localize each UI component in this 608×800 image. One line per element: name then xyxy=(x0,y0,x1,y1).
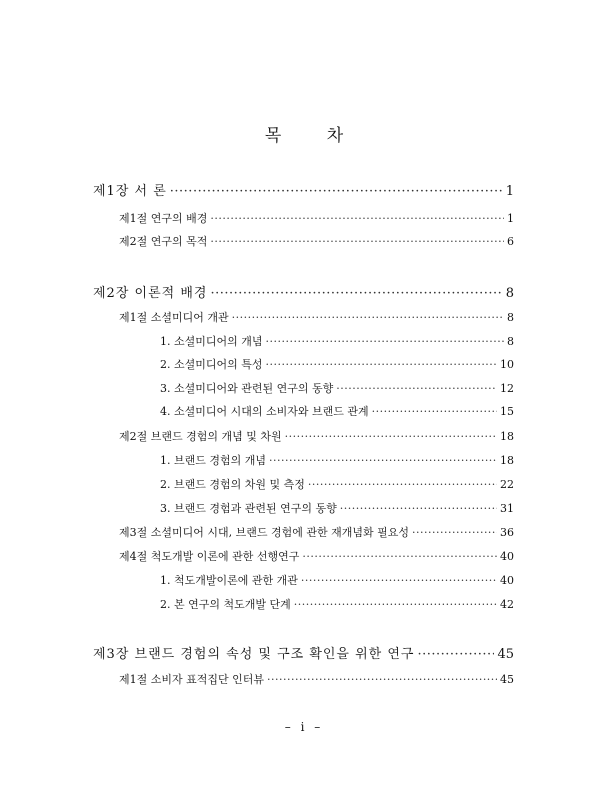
toc-section xyxy=(119,671,514,687)
toc-entry-page: 12 xyxy=(500,382,514,395)
toc-entry-page: 8 xyxy=(507,311,514,324)
toc-entry-label: 제2절 브랜드 경험의 개념 및 차원 xyxy=(119,430,282,443)
toc-chapter-2 xyxy=(93,282,514,301)
toc-subsection xyxy=(160,403,514,419)
toc-section xyxy=(119,548,514,564)
dot-leader xyxy=(412,526,497,539)
toc-subsection xyxy=(160,572,514,588)
dot-leader xyxy=(210,212,504,225)
toc-chapter-1 xyxy=(93,180,514,199)
dot-leader xyxy=(232,311,504,324)
toc-entry-label: 제3장 브랜드 경험의 속성 및 구조 확인을 위한 연구 xyxy=(93,647,415,662)
toc-subsection xyxy=(160,596,514,612)
toc-entry-label: 1. 브랜드 경험의 개념 xyxy=(160,454,266,467)
toc-title: 목 차 xyxy=(264,126,364,146)
toc-entry-page: 45 xyxy=(500,673,514,686)
toc-entry-page: 1 xyxy=(505,184,514,199)
dot-leader xyxy=(267,673,497,686)
dot-leader xyxy=(266,335,505,348)
toc-entry-label: 2. 본 연구의 척도개발 단계 xyxy=(160,598,291,611)
toc-entry-page: 8 xyxy=(507,335,514,348)
toc-section xyxy=(119,428,514,444)
toc-entry-label: 1. 소셜미디어의 개념 xyxy=(160,335,263,348)
toc-entry-label: 제1절 소비자 표적집단 인터뷰 xyxy=(119,673,264,686)
toc-entry-label: 2. 브랜드 경험의 차원 및 측정 xyxy=(160,478,305,491)
toc-entry-page: 1 xyxy=(507,212,514,225)
toc-entry-page: 10 xyxy=(500,358,514,371)
dot-leader xyxy=(269,454,497,467)
toc-section xyxy=(119,309,514,325)
page-number: – i – xyxy=(284,720,324,734)
toc-subsection xyxy=(160,380,514,396)
toc-entry-label: 2. 소셜미디어의 특성 xyxy=(160,358,263,371)
dot-leader xyxy=(372,405,497,418)
toc-entry-label: 3. 브랜드 경험과 관련된 연구의 동향 xyxy=(160,502,337,515)
toc-entry-page: 31 xyxy=(500,502,514,515)
toc-entry-label: 제2절 연구의 목적 xyxy=(119,235,208,248)
toc-entry-page: 45 xyxy=(497,647,514,662)
toc-entry-label: 제1절 소셜미디어 개관 xyxy=(119,311,229,324)
toc-entry-page: 40 xyxy=(500,574,514,587)
dot-leader xyxy=(294,598,497,611)
dot-leader xyxy=(266,358,498,371)
toc-entry-page: 40 xyxy=(500,550,514,563)
toc-subsection xyxy=(160,333,514,349)
toc-entry-page: 15 xyxy=(500,405,514,418)
toc-entry-label: 1. 척도개발이론에 관한 개관 xyxy=(160,574,298,587)
toc-section xyxy=(119,524,514,540)
toc-entry-label: 3. 소셜미디어와 관련된 연구의 동향 xyxy=(160,382,334,395)
toc-entry-page: 8 xyxy=(505,286,514,301)
toc-chapter-3 xyxy=(93,643,514,662)
toc-entry-page: 18 xyxy=(500,430,514,443)
toc-entry-page: 36 xyxy=(500,526,514,539)
toc-subsection xyxy=(160,500,514,516)
dot-leader xyxy=(336,382,497,395)
dot-leader xyxy=(308,478,497,491)
toc-entry-label: 제2장 이론적 배경 xyxy=(93,286,208,301)
dot-leader xyxy=(301,574,497,587)
dot-leader xyxy=(302,550,497,563)
dot-leader xyxy=(170,184,503,199)
toc-entry-label: 4. 소셜미디어 시대의 소비자와 브랜드 관계 xyxy=(160,405,369,418)
toc-entry-label: 제3절 소셜미디어 시대, 브랜드 경험에 관한 재개념화 필요성 xyxy=(119,526,409,539)
dot-leader xyxy=(210,235,504,248)
toc-entry-page: 42 xyxy=(500,598,514,611)
toc-subsection xyxy=(160,356,514,372)
toc-entry-label: 제1절 연구의 배경 xyxy=(119,212,208,225)
dot-leader xyxy=(285,430,497,443)
toc-section xyxy=(119,210,514,226)
toc-entry-page: 22 xyxy=(500,478,514,491)
toc-subsection xyxy=(160,476,514,492)
toc-subsection xyxy=(160,452,514,468)
dot-leader xyxy=(210,286,502,301)
toc-entry-page: 18 xyxy=(500,454,514,467)
toc-entry-page: 6 xyxy=(507,235,514,248)
dot-leader xyxy=(340,502,497,515)
toc-entry-label: 제4절 척도개발 이론에 관한 선행연구 xyxy=(119,550,300,563)
toc-entry-label: 제1장 서 론 xyxy=(93,184,167,199)
dot-leader xyxy=(418,647,495,662)
toc-section xyxy=(119,233,514,249)
